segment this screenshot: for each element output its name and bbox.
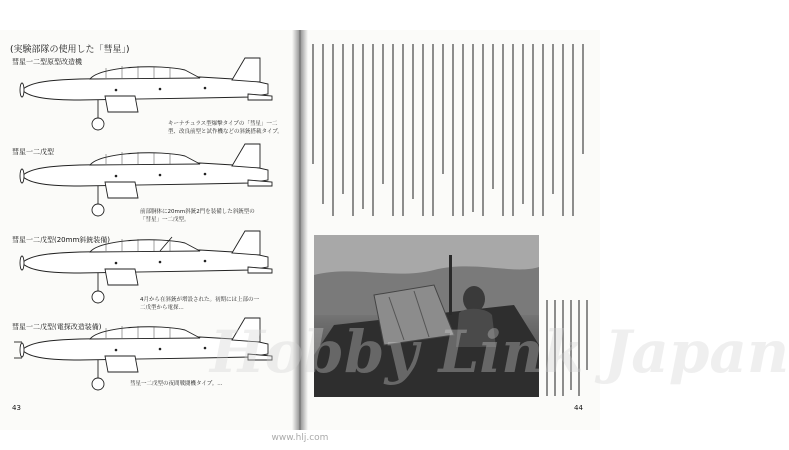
drawing-label-4: 彗星一二戊型(電探改造装備)	[12, 323, 102, 331]
drawing-label-3: 彗星一二戊型(20mm斜銃装備)	[12, 236, 111, 244]
aircraft-drawing-2	[10, 138, 280, 218]
drawing-label-1: 彗星一二型原型改造機	[12, 58, 82, 66]
drawing-caption-2: 前部胴体に20mm斜銃2門を装備した斜銃型の「彗星」一二戊型。	[140, 209, 255, 223]
footer-url: www.hlj.com	[271, 433, 329, 443]
left-page-number: 43	[12, 404, 21, 412]
drawing-label-2: 彗星一二戊型	[12, 148, 54, 156]
drawing-caption-3: 4月から在斜銃が増設された。初期には上部の一二戊型から電探...	[140, 297, 260, 311]
drawing-caption-1: キーナチュラス型爆撃タイプの「彗星」一二型、改良前型と試作機などの斜銃搭載タイプ。	[168, 121, 283, 135]
aircraft-drawing-3	[10, 225, 280, 305]
drawing-caption-4: 彗星一二戊型の夜間戦闘機タイプ。...	[130, 381, 223, 387]
watermark: Hobby Link Japan	[210, 318, 789, 386]
section-heading: (実験部隊の使用した「彗星」)	[10, 45, 130, 55]
vertical-text-body	[312, 44, 592, 219]
right-page-number: 44	[574, 404, 583, 412]
